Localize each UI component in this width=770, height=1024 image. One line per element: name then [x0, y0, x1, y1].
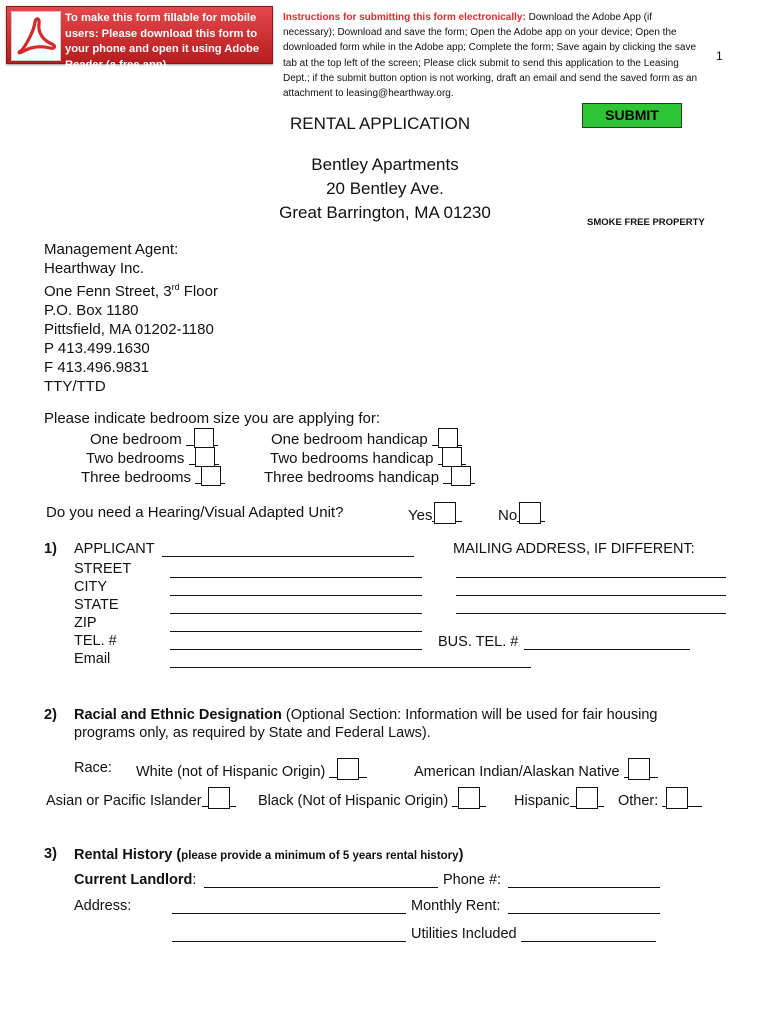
agent-street: One Fenn Street, 3rd Floor — [44, 282, 218, 300]
one-bedroom-handicap-checkbox[interactable] — [438, 428, 458, 448]
monthly-rent-field[interactable] — [508, 913, 660, 914]
street-label: STREET — [74, 561, 132, 577]
adobe-reader-icon — [11, 11, 61, 61]
agent-tty: TTY/TTD — [44, 378, 106, 395]
property-street-row — [0, 179, 770, 199]
bedroom-option: Three bedrooms — [81, 466, 225, 486]
landlord-address-field[interactable] — [172, 913, 406, 914]
other-checkbox[interactable] — [666, 787, 688, 809]
racial-ethnic-note: programs only, as required by State and Federal Laws). — [74, 725, 431, 741]
one-bedroom-checkbox[interactable] — [194, 428, 214, 448]
hearing-yes-checkbox[interactable] — [434, 502, 456, 524]
two-bedrooms-checkbox[interactable] — [195, 447, 215, 467]
bedroom-option: One bedroom handicap — [271, 428, 462, 448]
landlord-phone-field[interactable] — [508, 887, 660, 888]
hearing-no: No — [498, 502, 545, 524]
city-field[interactable] — [170, 595, 422, 596]
bedroom-option: Three bedrooms handicap — [264, 466, 475, 486]
bus-tel-field[interactable] — [524, 649, 690, 650]
mailing-address-line-1[interactable] — [456, 577, 726, 578]
race-option-black: Black (Not of Hispanic Origin) — [258, 787, 486, 809]
agent-phone: P 413.499.1630 — [44, 340, 150, 357]
bedroom-option: One bedroom — [90, 428, 218, 448]
bus-tel-label: BUS. TEL. # — [438, 634, 519, 650]
zip-field[interactable] — [170, 631, 422, 632]
hearing-yes: Yes — [408, 502, 462, 524]
rental-history-heading: Rental History (please provide a minimum of 5 years rental history) — [74, 847, 464, 863]
hearing-question: Do you need a Hearing/Visual Adapted Unit? — [46, 504, 344, 521]
property-name: Bentley Apartments — [311, 155, 459, 174]
race-option-asian: Asian or Pacific Islander — [46, 787, 236, 809]
property-name-row — [0, 155, 770, 175]
racial-ethnic-heading: Racial and Ethnic Designation (Optional Section: Information will be used for fair housing — [74, 707, 658, 723]
zip-label: ZIP — [74, 615, 97, 631]
smoke-free-label: SMOKE FREE PROPERTY — [587, 217, 705, 228]
american-indian-checkbox[interactable] — [628, 758, 650, 780]
property-street: 20 Bentley Ave. — [326, 179, 444, 198]
mailing-address-line-3[interactable] — [456, 613, 726, 614]
monthly-rent-label: Monthly Rent: — [411, 898, 501, 914]
white-checkbox[interactable] — [337, 758, 359, 780]
hispanic-checkbox[interactable] — [576, 787, 598, 809]
agent-city: Pittsfield, MA 01202-1180 — [44, 321, 214, 338]
property-city: Great Barrington, MA 01230 — [279, 203, 491, 222]
race-option-other: Other: — [618, 787, 702, 809]
landlord-phone-label: Phone #: — [443, 872, 502, 888]
city-label: CITY — [74, 579, 108, 595]
utilities-included-field[interactable] — [521, 941, 656, 942]
street-field[interactable] — [170, 577, 422, 578]
submission-instructions — [283, 10, 703, 101]
race-option-american-indian: American Indian/Alaskan Native — [414, 758, 658, 780]
bedroom-option: Two bedrooms — [86, 447, 219, 467]
current-landlord-field[interactable] — [204, 887, 438, 888]
black-checkbox[interactable] — [458, 787, 480, 809]
agent-fax: F 413.496.9831 — [44, 359, 150, 376]
hearing-no-checkbox[interactable] — [519, 502, 541, 524]
bedroom-option: Two bedrooms handicap — [270, 447, 466, 467]
section-number: 2) — [44, 707, 57, 723]
applicant-field-labels — [74, 560, 131, 668]
applicant-name-field[interactable] — [162, 556, 414, 557]
banner-text: To make this form fillable for mobile users: Please download this form to your phone and open it using Adobe Reader (a free app) — [65, 12, 260, 71]
mailing-address-line-2[interactable] — [456, 595, 726, 596]
management-agent-block — [44, 240, 218, 396]
instructions-lead: Instructions for submitting this form electronically: — [283, 12, 526, 23]
applicant-label: APPLICANT — [74, 541, 155, 557]
race-option-white: White (not of Hispanic Origin) — [136, 758, 367, 780]
instructions-body: Download the Adobe App (if necessary); Download and save the form; Open the Adobe app on your device; Open the downloaded form while in the Adobe app; Complete the form; Save again by clicking the save tab at the top left of the screen; Please click submit to send this application to the Leasing Dept.; if the submit button option is not working, draft an email and send the saved form as an attachment to leasing@hearthway.org. — [283, 12, 698, 100]
three-bedrooms-checkbox[interactable] — [201, 466, 221, 486]
race-option-hispanic: Hispanic — [514, 787, 604, 809]
state-label: STATE — [74, 597, 119, 613]
tel-label: TEL. # — [74, 633, 117, 649]
submit-button[interactable]: SUBMIT — [582, 103, 682, 128]
state-field[interactable] — [170, 613, 422, 614]
agent-company: Hearthway Inc. — [44, 260, 145, 277]
two-bedrooms-handicap-checkbox[interactable] — [442, 447, 462, 467]
landlord-address-label: Address: — [74, 898, 132, 914]
race-label: Race: — [74, 760, 112, 776]
email-field[interactable] — [170, 667, 531, 668]
page-title: RENTAL APPLICATION — [290, 114, 471, 133]
agent-po-box: P.O. Box 1180 — [44, 302, 139, 319]
landlord-address-line-2[interactable] — [172, 941, 406, 942]
tel-field[interactable] — [170, 649, 422, 650]
adobe-reader-banner — [6, 6, 273, 71]
section-number: 3) — [44, 846, 57, 862]
three-bedrooms-handicap-checkbox[interactable] — [451, 466, 471, 486]
email-label: Email — [74, 651, 111, 667]
mailing-address-label: MAILING ADDRESS, IF DIFFERENT: — [453, 541, 695, 557]
current-landlord-label: Current Landlord: — [74, 872, 197, 888]
bedroom-prompt: Please indicate bedroom size you are applying for: — [44, 410, 381, 427]
agent-label: Management Agent: — [44, 241, 179, 258]
utilities-included-label: Utilities Included — [411, 926, 517, 942]
section-number: 1) — [44, 541, 57, 557]
asian-checkbox[interactable] — [208, 787, 230, 809]
page-number: 1 — [716, 49, 723, 63]
